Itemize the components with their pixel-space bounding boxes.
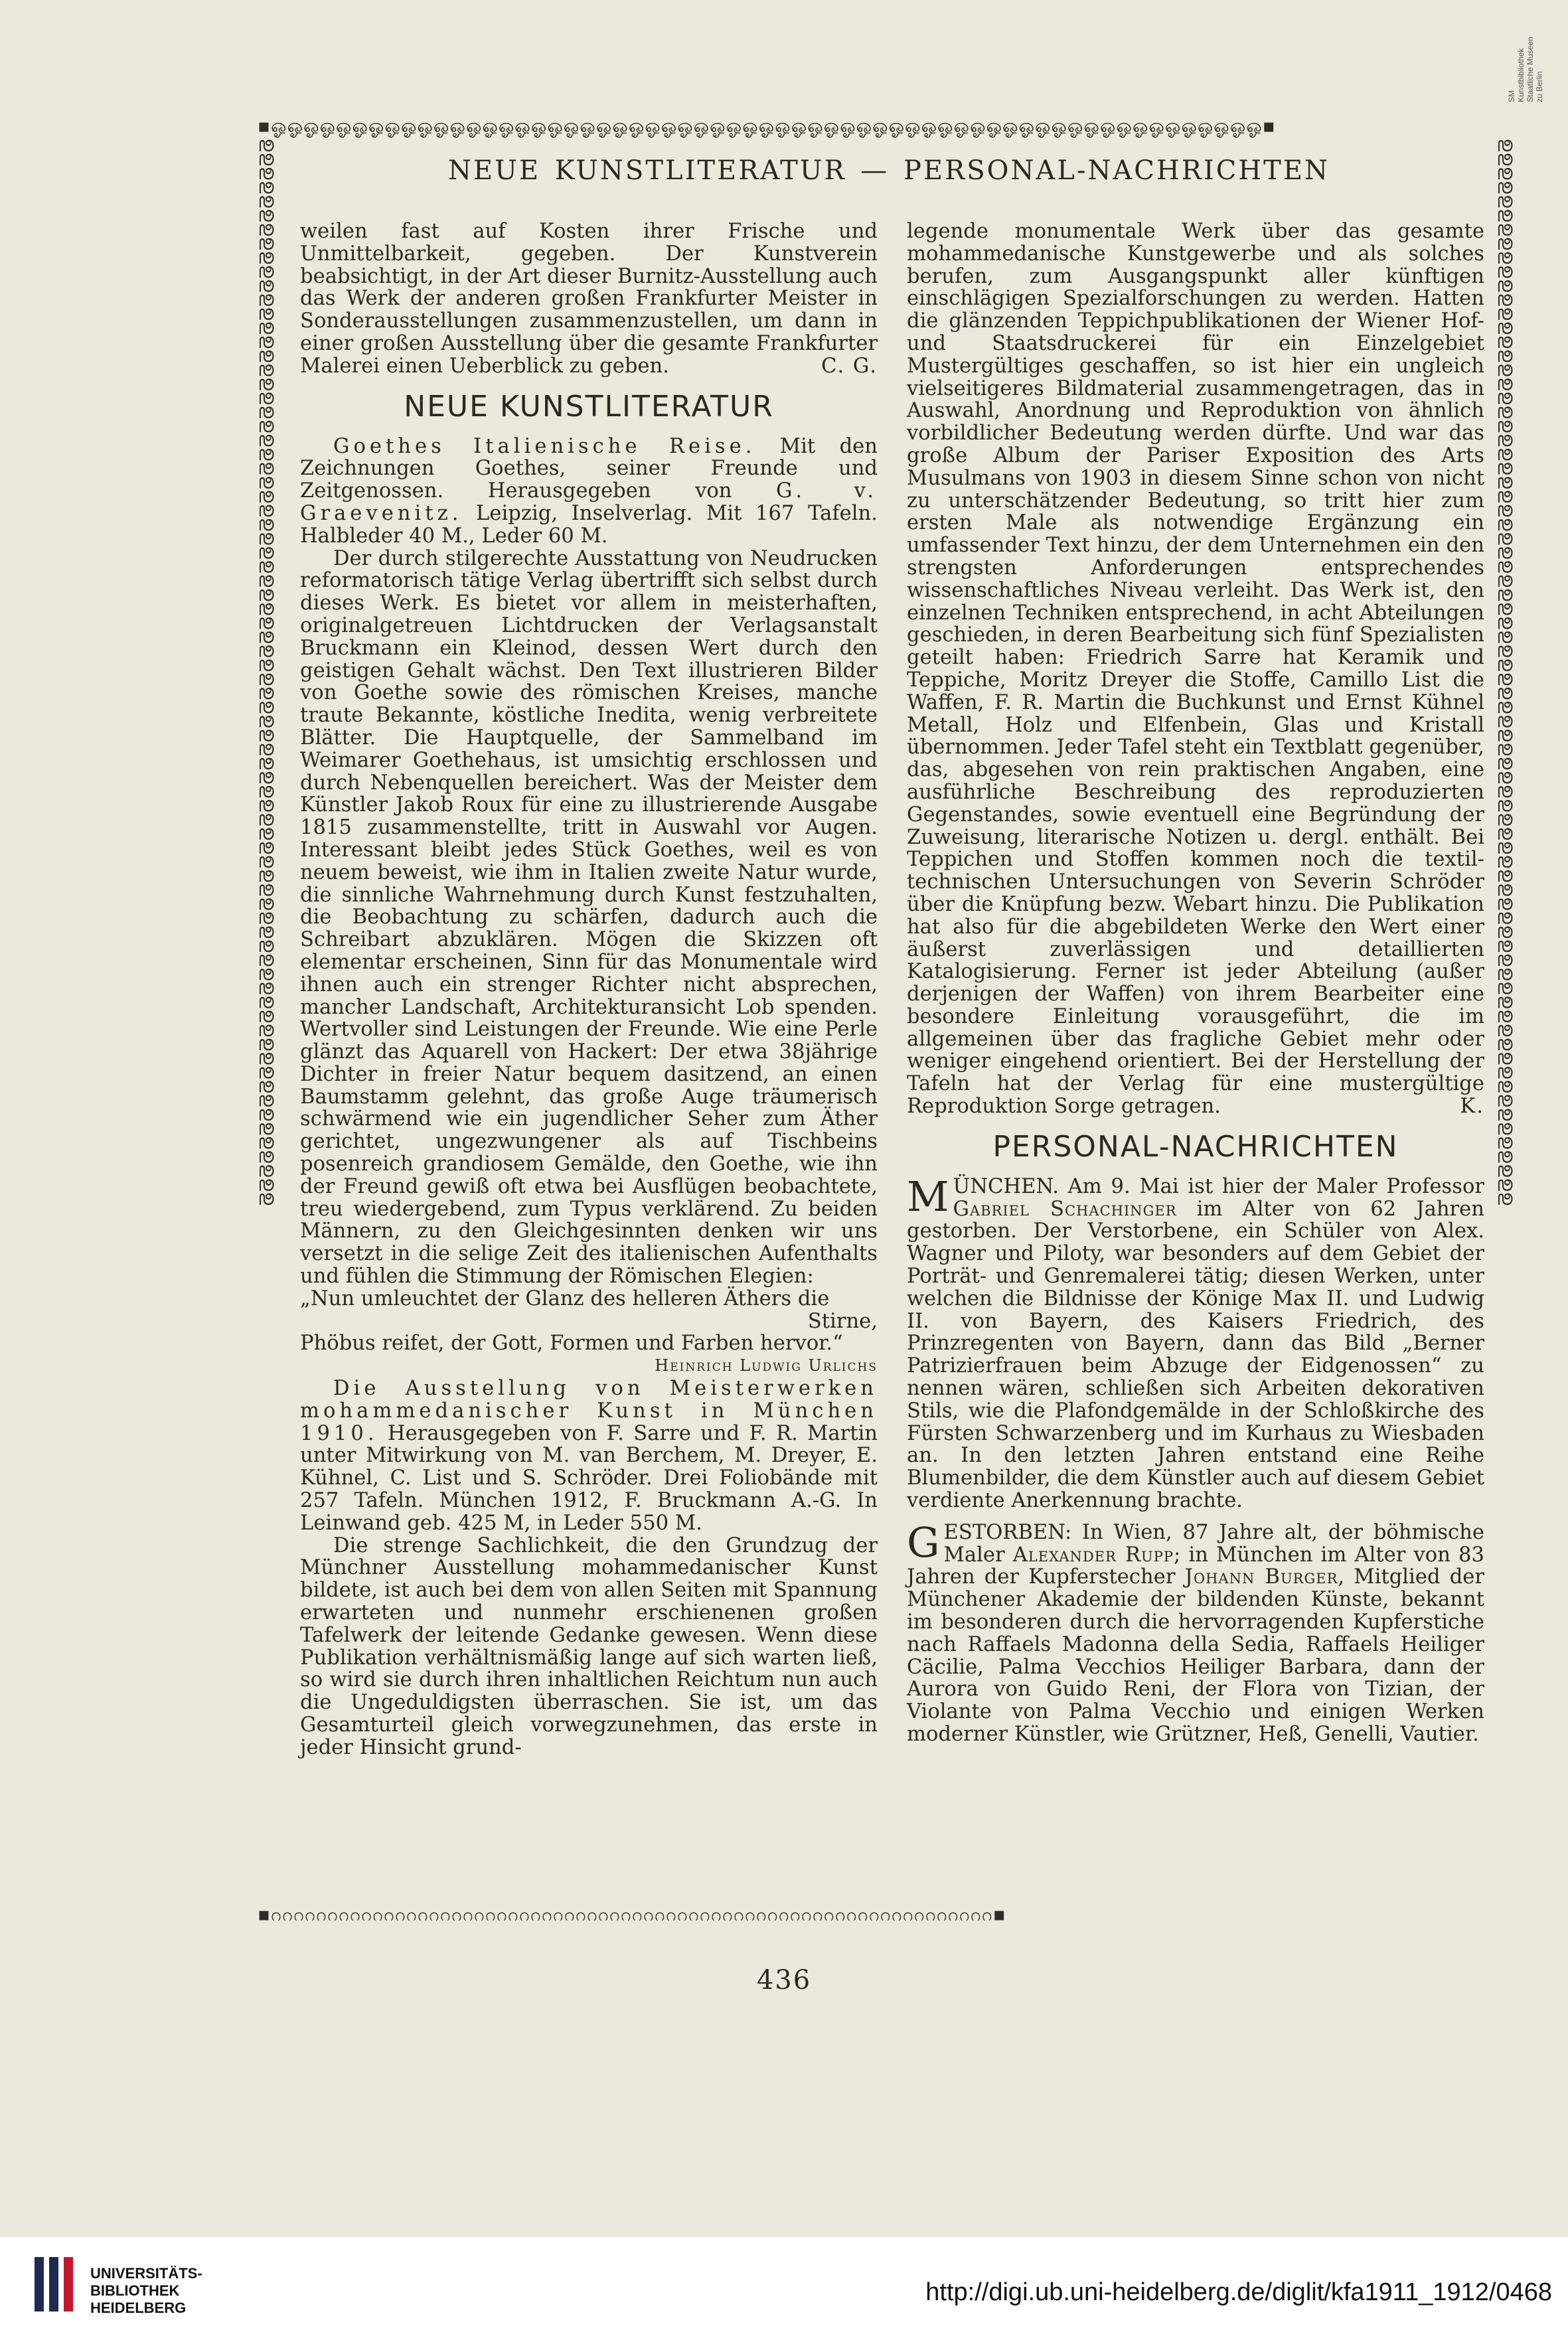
ornament-border-top: ▪ஓஓஓஓஓஓஓஓஓஓஓஓஓஓஓஓஓஓஓஓஓஓஓஓஓஓஓஓஓஓஓஓஓஓஓஓஓஓஓஓஓஓஓஓஓஓஓஓஓஓஓஓஓஓஓஓஓஓஓஓஓ▪ — [258, 115, 1276, 137]
person-name: Alexander Rupp — [1012, 1543, 1174, 1567]
page-number: 436 — [756, 1965, 812, 1996]
permalink-url[interactable]: http://digi.ub.uni-heidelberg.de/diglit/kfa1911_1912/0468 — [925, 2278, 1552, 2306]
running-head: NEUE KUNSTLITERATUR — PERSONAL-NACHRICHTEN — [447, 155, 1330, 186]
university-logo-icon — [32, 2254, 78, 2314]
review2-signature: K. — [1460, 1095, 1484, 1119]
review2-title: Die Ausstellung von Meisterwerken mohammedanischer Kunst in München 1910. — [300, 1377, 878, 1445]
left-column — [300, 220, 878, 1759]
section-heading-personal: PERSONAL-NACHRICHTEN — [992, 1129, 1399, 1164]
person-name: Johann Burger — [1184, 1565, 1338, 1589]
review1-body: Der durch stilgerechte Ausstattung von Neudrucken reformatorisch tätige Verlag übertrifft sich selbst durch dieses Werk. Es bietet vor allem in meisterhaften, originalgetreuen Lichtdrucken der Verlagsanstalt Bruckmann ein Kleinod, dessen Wert durch den geistigen Gehalt wächst. Den Text illustrieren Bilder von Goethe sowie des römischen Kreises, manche traute Bekannte, köstliche Inedita, wenig verbreitete Blätter. Die Hauptquelle, der Sammelband im Weimarer Goethehaus, ist umsichtig erschlossen und durch Nebenquellen bereichert. Was der Meister dem Künstler Jakob Roux für eine zu illustrierende Ausgabe 1815 zusammenstellte, tritt in Auswahl vor Augen. Interessant bleibt jedes Stück Goethes, weil es von neuem beweist, wie ihm in Italien zweite Natur wurde, die sinnliche Wahrnehmung durch Kunst festzuhalten, die Beobachtung zu schärfen, dadurch auch die Schreibart abzuklären. Mögen die Skizzen oft elementar erscheinen, Sinn für das Monumentale wird ihnen auch ein strenger Richter nicht absprechen, mancher Landschaft, Architekturansicht Lob spenden. Wertvoller sind Leistungen der Freunde. Wie eine Perle glänzt das Aquarell von Hackert: Der etwa 38jährige Dichter in freier Natur bequem dasitzend, an einen Baumstamm gelehnt, das große Auge träumerisch schwärmend wie ein jugendlicher Seher zum Äther gerichtet, ungezwungener als auf Tischbeins posenreich grandiosem Gemälde, den Goethe, wie ihn der Freund gewiß oft etwa bei Ausflügen beobachtete, treu wiedergebend, zum Typus verklärend. Zu beiden Männern, zu den Gleichgesinnten denken wir uns versetzt in die selige Zeit des italienischen Aufenthalts und fühlen die Stimmung der Römischen Elegien: — [300, 546, 878, 1289]
verse-line-1: „Nun umleuchtet der Glanz des helleren Äthers die — [300, 1287, 830, 1310]
review1-biblio: Goethes Italienische Reise. Mit den Zeichnungen Goethes, seiner Freunde und Zeitgenossen. Herausgegeben von G. v. Graevenitz. Leipzig, Inselverlag. Mit 167 Tafeln. Halbleder 40 M., Leder 60 M. — [300, 434, 878, 548]
person-name: Gabriel Schachinger — [953, 1197, 1177, 1221]
news-gestorben: GESTORBEN: In Wien, 87 Jahre alt, der böhmische Maler Alexander Rupp; in München im Alter von 83 Jahren der Kupferstecher Johann Burger, Mitglied der Münchener Akademie der bildenden Künste, bekannt im besonderen durch die hervorragenden Kupferstiche nach Raffaels Madonna della Sedia, Raffaels Heiliger Cäcilie, Palma Vecchios Heiliger Barbara, dann der Aurora von Guido Reni, der Flora von Tizian, der Violante von Palma Vecchio und einigen Werken moderner Künstler, wie Grützner, Heß, Genelli, Vautier. — [907, 1518, 1485, 1746]
library-footer — [0, 2237, 1568, 2350]
news-muenchen: MÜNCHEN. Am 9. Mai ist hier der Maler Professor Gabriel Schachinger im Alter von 62 Jahren gestorben. Der Verstorbene, ein Schüler von Alex. Wagner und Piloty, war besonders auf dem Gebiet der Porträt- und Genremalerei tätig; diesen Werken, unter welchen die Bildnisse der Könige Max II. und Ludwig II. von Bayern, des Kaisers Friedrich, des Prinzregenten von Bayern, dann das Bild „Berner Patrizierfrauen beim Abzuge der Eidgenossen“ zu nennen wären, schließen sich Arbeiten dekorativen Stils, wie die Plafondgemälde in der Schloßkirche des Fürsten Schwarzenberg und im Kurhaus zu Wiesbaden an. In den letzten Jahren entstand eine Reihe Blumenbilder, die dem Künstler auch auf diesem Gebiet verdiente Anerkennung brachte. — [907, 1172, 1484, 1513]
right-column — [907, 220, 1484, 1746]
page-frame — [258, 114, 1520, 1926]
ornament-border-bottom: ▪ဂဂဂဂဂဂဂဂဂဂဂဂဂဂဂဂဂဂဂဂဂဂဂဂဂဂဂဂဂဂဂဂဂဂဂဂဂဂဂဂဂဂဂဂဂဂဂဂဂဂဂဂဂဂဂဂဂဂဂဂဂဂဂဂ▪ — [258, 1903, 1006, 1925]
dropcap-g: G — [907, 1518, 940, 1567]
ornament-border-right: ഉഉഉഉഉഉഉഉഉഉഉഉഉഉഉഉഉഉഉഉഉഉഉഉഉഉഉഉഉഉഉഉഉഉഉഉഉഉഉഉഉഉഉഉഉഉഉഉഉഉഉഉഉഉഉഉഉഉഉഉഉഉഉഉഉഉഉഉഉഉഉഉഉഉഉഉ — [1498, 138, 1520, 1206]
review2-biblio: Die Ausstellung von Meisterwerken mohammedanischer Kunst in München 1910. Herausgegeben von F. Sarre und F. R. Martin unter Mitwirkung von M. van Berchem, M. Dreyer, E. Kühnel, C. List und S. Schröder. Drei Foliobände mit 257 Tafeln. München 1912, F. Bruckmann A.-G. In Leinwand geb. 425 M, in Leder 550 M. — [300, 1377, 878, 1535]
review1-editor: G. v. Graevenitz. — [300, 479, 878, 525]
verse-attribution: Heinrich Ludwig Urlichs — [655, 1356, 878, 1375]
ornament-border-left: ഉഉഉഉഉഉഉഉഉഉഉഉഉഉഉഉഉഉഉഉഉഉഉഉഉഉഉഉഉഉഉഉഉഉഉഉഉഉഉഉഉഉഉഉഉഉഉഉഉഉഉഉഉഉഉഉഉഉഉഉഉഉഉഉഉഉഉഉഉഉഉഉഉഉഉഉ — [259, 138, 281, 1206]
library-name: UNIVERSITÄTS- BIBLIOTHEK HEIDELBERG — [90, 2265, 202, 2316]
review2-continuation: legende monumentale Werk über das gesamte mohammedanische Kunstgewerbe und als solches berufen, zum Ausgangspunkt aller künftigen einschlägigen Spezialforschungen zu werden. Hatten die glänzenden Teppichpublikationen der Wiener Hof- und Staatsdruckerei für ein Einzelgebiet Mustergültiges geschaffen, so ist hier ein ungleich vielseitigeres Bildmaterial zusammengetragen, das in Auswahl, Anordnung und Reproduktion von ähnlich vorbildlicher Bedeutung werden dürfte. Und war das große Album der Pariser Exposition des Arts Musulmans von 1903 in diesem Sinne schon von nicht zu unterschätzender Bedeutung, so tritt hier zum ersten Male als notwendige Ergänzung ein umfassender Text hinzu, der dem Unternehmen ein den strengsten Anforderungen entsprechendes wissenschaftliches Niveau verleiht. Das Werk ist, den einzelnen Techniken entsprechend, in acht Abteilungen geschieden, in deren Bearbeitung sich fünf Spezialisten geteilt haben: Friedrich Sarre hat Keramik und Teppiche, Moritz Dreyer die Stoffe, Camillo List die Waffen, F. R. Martin die Buchkunst und Ernst Kühnel Metall, Holz und Elfenbein, Glas und Kristall übernommen. Jeder Tafel steht ein Textblatt gegenüber, das, abgesehen von rein praktischen Angaben, eine ausführliche Beschreibung des reproduzierten Gegenstandes, sowie eventuell eine Begründung der Zuweisung, literarische Notizen u. dergl. enthält. Bei Teppichen und Stoffen kommen noch die textil-technischen Untersuchungen von Severin Schröder über die Knüpfung bezw. Webart hinzu. Die Publikation hat also für die abgebildeten Werke den Wert einer äußerst zuverlässigen und detaillierten Katalogisierung. Ferner ist jeder Abteilung (außer derjenigen der Waffen) von ihrem Bearbeiter eine besondere Einleitung vorausgeführt, die im allgemeinen über das fragliche Gebiet mehr oder weniger eingehend orientiert. Bei der Herstellung der Tafeln hat der Verlag für eine mustergültige Reproduktion Sorge getragen. K. — [907, 220, 1484, 1119]
review2-body: Die strenge Sachlichkeit, die den Grundzug der Münchner Ausstellung mohammedanischer Kunst bildete, ist auch bei dem von allen Seiten mit Spannung erwarteten und nunmehr erschienenen großen Tafelwerk der leitende Gedanke gewesen. Wenn diese Publikation verhältnismäßig lange auf sich warten ließ, so wird sie durch ihren inhaltlichen Reichtum nun auch die Ungeduldigsten überraschen. Sie ist, um das Gesamturteil gleich vorwegzunehmen, das erste in jeder Hinsicht grund- — [300, 1533, 878, 1759]
review1-title: Goethes Italienische Reise. — [333, 434, 756, 458]
intro-paragraph: weilen fast auf Kosten ihrer Frische und Unmittelbarkeit, gegeben. Der Kunstverein beabsichtigt, in der Art dieser Burnitz-Ausstellung auch das Werk der anderen großen Frankfurter Meister in Sonderausstellungen zusammenzustellen, um dann in einer großen Ausstellung über die gesamte Frankfurter Malerei einen Ueberblick zu geben. C. G. — [300, 220, 878, 378]
verse-line-1b: Stirne, — [807, 1309, 878, 1333]
verse-line-2: Phöbus reifet, der Gott, Formen und Farben hervor.“ — [300, 1332, 843, 1356]
library-stamp: SM Kunstbibliothek Staatliche Museen zu Berlin — [1507, 37, 1544, 102]
dropcap-m: M — [907, 1172, 949, 1221]
section-heading-kunstliteratur: NEUE KUNSTLITERATUR — [404, 389, 774, 424]
intro-signature: C. G. — [821, 354, 878, 378]
